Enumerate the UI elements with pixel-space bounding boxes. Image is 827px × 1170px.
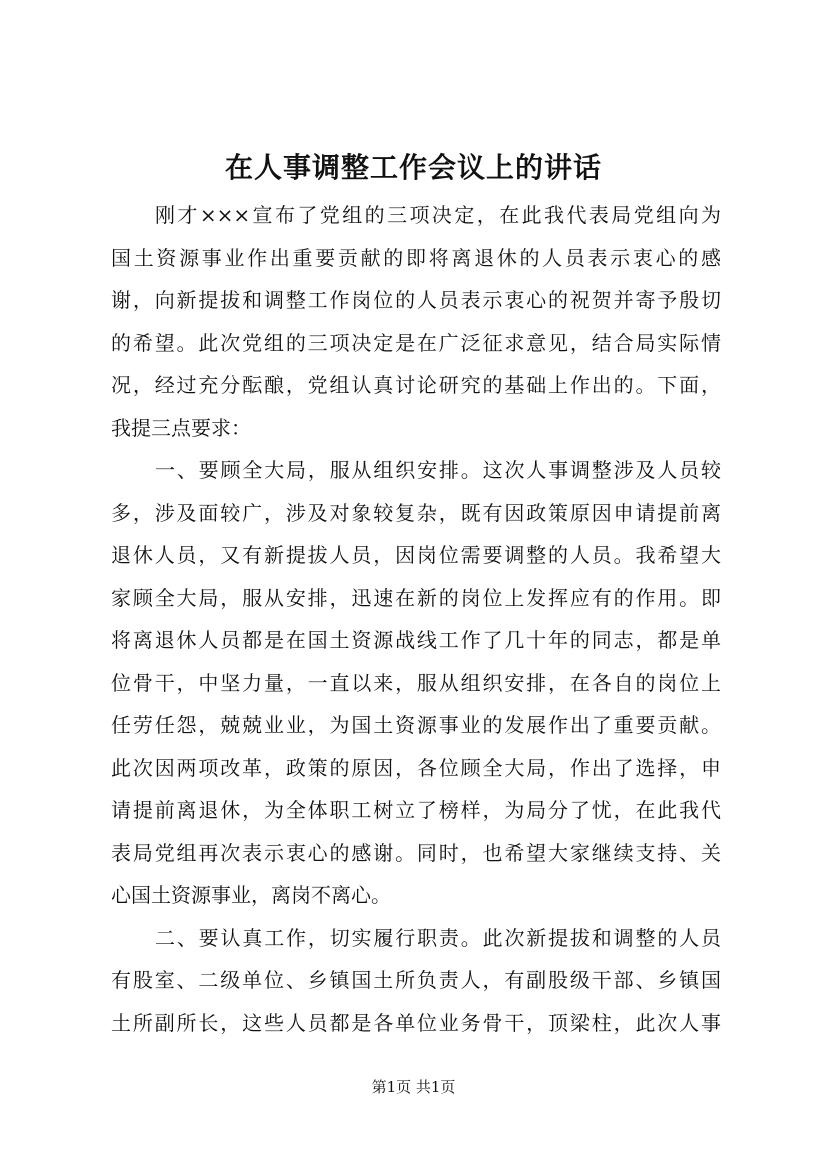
text-line: 多，涉及面较广，涉及对象较复杂，既有因政策原因申请提前离: [111, 500, 721, 525]
text-line: 二、要认真工作，切实履行职责。此次新提拔和调整的人员: [155, 925, 721, 950]
text-line: 一、要顾全大局，服从组织安排。这次人事调整涉及人员较: [155, 458, 721, 482]
text-line: 心国土资源事业，离岗不离心。: [111, 883, 391, 907]
document-body: [111, 194, 721, 1044]
paragraph-3: [111, 917, 721, 1045]
text-line: 的希望。此次党组的三项决定是在广泛征求意见，结合局实际情: [111, 330, 721, 355]
text-line: 此次因两项改革，政策的原因，各位顾全大局，作出了选择，申: [111, 755, 721, 780]
text-line: 家顾全大局，服从安排，迅速在新的岗位上发挥应有的作用。即: [111, 585, 721, 610]
text-line: 土所副所长，这些人员都是各单位业务骨干，顶梁柱，此次人事: [111, 1010, 721, 1035]
text-line: 谢，向新提拔和调整工作岗位的人员表示衷心的祝贺并寄予殷切: [111, 288, 721, 312]
paragraph-1: [111, 194, 721, 449]
text-line: 将离退休人员都是在国土资源战线工作了几十年的同志，都是单: [111, 628, 721, 652]
text-line: 我提三点要求：: [111, 415, 251, 440]
paragraph-2: [111, 449, 721, 917]
text-line: 任劳任怨，兢兢业业，为国土资源事业的发展作出了重要贡献。: [111, 713, 721, 737]
text-line: 况，经过充分酝酿，党组认真讨论研究的基础上作出的。下面，: [111, 373, 721, 397]
text-line: 请提前离退休，为全体职工树立了榜样，为局分了忧，在此我代: [111, 798, 721, 822]
text-line: 有股室、二级单位、乡镇国土所负责人，有副股级干部、乡镇国: [111, 968, 721, 992]
text-line: 位骨干，中坚力量，一直以来，服从组织安排，在各自的岗位上: [111, 670, 721, 695]
text-line: 退休人员，又有新提拔人员，因岗位需要调整的人员。我希望大: [111, 543, 721, 567]
text-line: 国土资源事业作出重要贡献的即将离退休的人员表示衷心的感: [111, 245, 721, 270]
text-line: 刚才×××宣布了党组的三项决定，在此我代表局党组向为: [155, 203, 721, 227]
page-footer: 第1页 共1页: [371, 1078, 456, 1096]
text-line: 表局党组再次表示衷心的感谢。同时，也希望大家继续支持、关: [111, 840, 721, 865]
document-title: 在人事调整工作会议上的讲话: [224, 151, 602, 184]
